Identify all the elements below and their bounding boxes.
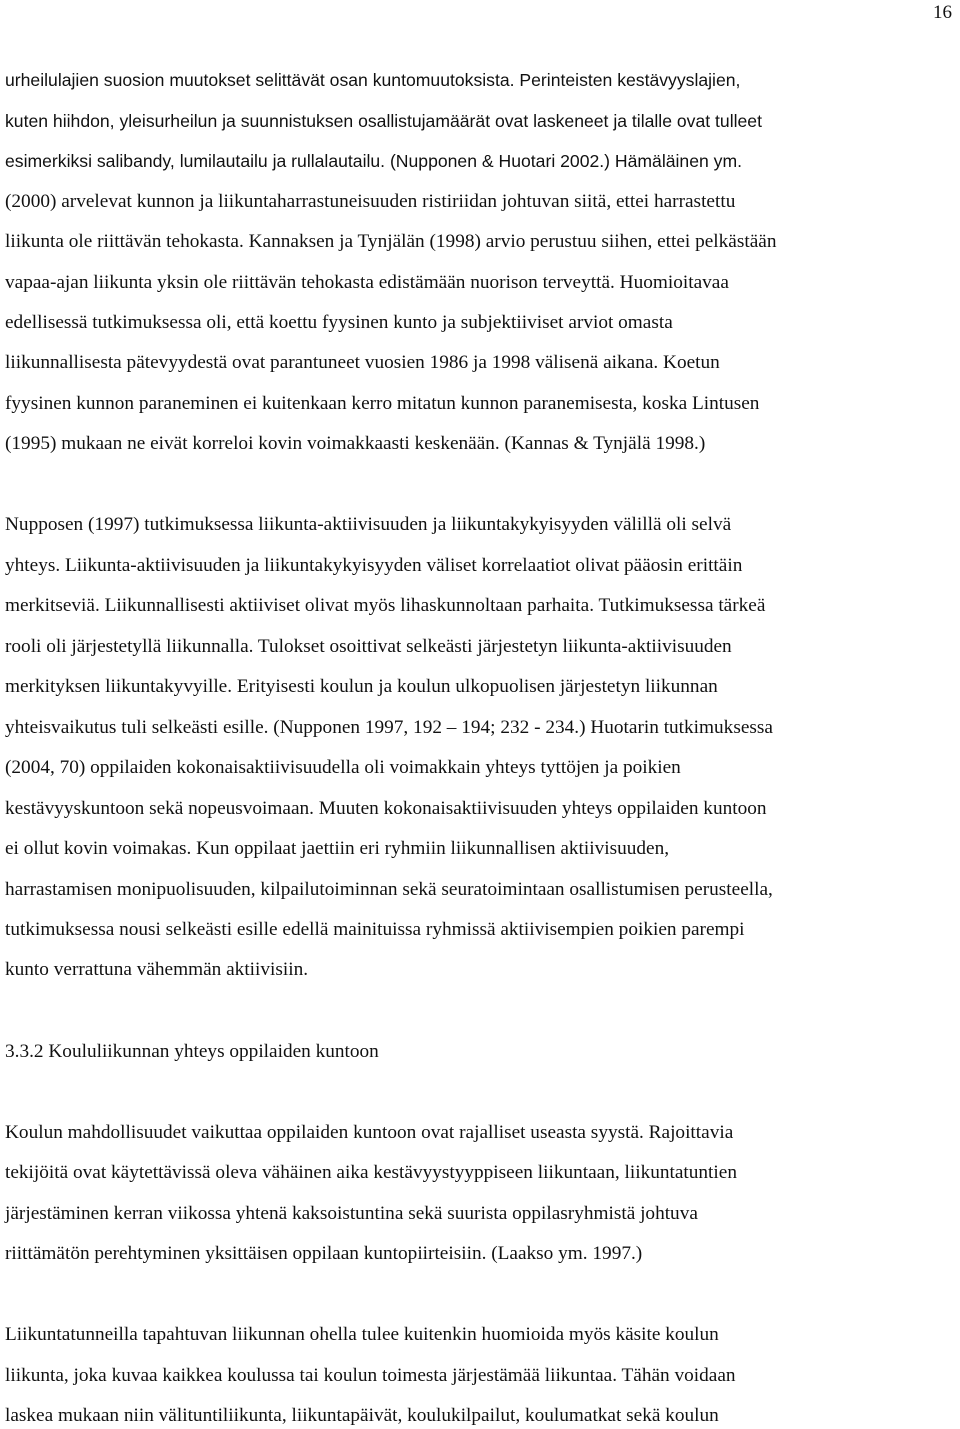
- paragraph-line: yhteisvaikutus tuli selkeästi esille. (Nupponen 1997, 192 – 194; 232 - 234.) Huotarin tutkimuksessa: [5, 717, 773, 738]
- paragraph-line: riittämätön perehtyminen yksittäisen oppilaan kuntopiirteisiin. (Laakso ym. 1997.): [5, 1243, 643, 1264]
- paragraph-line: urheilulajien suosion muutokset selittävät osan kuntomuutoksista. Perinteisten kestävyyslajien,: [5, 70, 741, 90]
- paragraph-line: merkitseviä. Liikunnallisesti aktiiviset olivat myös lihaskunnoltaan parhaita. Tutkimuksessa tärkeä: [5, 595, 766, 616]
- paragraph-line: liikunta ole riittävän tehokasta. Kannaksen ja Tynjälän (1998) arvio perustuu siihen, ettei pelkästään: [5, 231, 777, 252]
- paragraph-line: (1995) mukaan ne eivät korreloi kovin voimakkaasti keskenään. (Kannas & Tynjälä 1998.): [5, 433, 706, 454]
- paragraph-line: Nupposen (1997) tutkimuksessa liikunta-aktiivisuuden ja liikuntakykyisyyden välillä oli selvä: [5, 514, 732, 535]
- paragraph-line: (2000) arvelevat kunnon ja liikuntaharrastuneisuuden ristiriidan johtuvan siitä, ettei harrastettu: [5, 191, 736, 212]
- paragraph-line: liikunta, joka kuvaa kaikkea koulussa tai koulun toimesta järjestämää liikuntaa. Tähän voidaan: [5, 1365, 736, 1386]
- paragraph-line: järjestäminen kerran viikossa yhtenä kaksoistuntina sekä suurista oppilasryhmistä johtuva: [5, 1203, 698, 1224]
- paragraph-line: (2004, 70) oppilaiden kokonaisaktiivisuudella oli voimakkain yhteys tyttöjen ja poikien: [5, 757, 681, 778]
- paragraph-line: kuten hiihdon, yleisurheilun ja suunnistuksen osallistujamäärät ovat laskeneet ja tilalle ovat tulleet: [5, 111, 762, 131]
- paragraph-line: tutkimuksessa nousi selkeästi esille edellä mainituissa ryhmissä aktiivisempien poikien parempi: [5, 919, 745, 940]
- page-number: 16: [933, 2, 952, 23]
- paragraph-line: yhteys. Liikunta-aktiivisuuden ja liikuntakykyisyyden väliset korrelaatiot olivat pääosin erittäin: [5, 555, 743, 576]
- paragraph-line: Liikuntatunneilla tapahtuvan liikunnan ohella tulee kuitenkin huomioida myös käsite koulun: [5, 1324, 719, 1345]
- paragraph-line: rooli oli järjestetyllä liikunnalla. Tulokset osoittivat selkeästi järjestetyn liikunta-aktiivisuuden: [5, 636, 732, 657]
- paragraph-line: merkityksen liikuntakyvyille. Erityisesti koulun ja koulun ulkopuolisen järjestetyn liikunnan: [5, 676, 718, 697]
- paragraph-line: liikunnallisesta pätevyydestä ovat parantuneet vuosien 1986 ja 1998 välisenä aikana. Koetun: [5, 352, 720, 373]
- paragraph-line: ei ollut kovin voimakas. Kun oppilaat jaettiin eri ryhmiin liikunnallisen aktiivisuuden,: [5, 838, 670, 859]
- paragraph-line: esimerkiksi salibandy, lumilautailu ja rullalautailu. (Nupponen & Huotari 2002.) Hämäläinen ym.: [5, 151, 743, 171]
- paragraph-line: vapaa-ajan liikunta yksin ole riittävän tehokasta edistämään nuorison terveyttä. Huomioitavaa: [5, 272, 729, 293]
- paragraph-line: kunto verrattuna vähemmän aktiivisiin.: [5, 959, 309, 980]
- paragraph-line: laskea mukaan niin välituntiliikunta, liikuntapäivät, koulukilpailut, koulumatkat sekä koulun: [5, 1405, 719, 1426]
- section-heading: 3.3.2 Koululiikunnan yhteys oppilaiden kuntoon: [5, 1041, 379, 1062]
- paragraph-line: fyysinen kunnon paraneminen ei kuitenkaan kerro mitatun kunnon paranemisesta, koska Lintusen: [5, 393, 760, 414]
- paragraph-line: edellisessä tutkimuksessa oli, että koettu fyysinen kunto ja subjektiiviset arviot omasta: [5, 312, 673, 333]
- paragraph-line: harrastamisen monipuolisuuden, kilpailutoiminnan sekä seuratoimintaan osallistumisen perusteella,: [5, 879, 773, 900]
- paragraph-line: kestävyyskuntoon sekä nopeusvoimaan. Muuten kokonaisaktiivisuuden yhteys oppilaiden kuntoon: [5, 798, 767, 819]
- paragraph-line: tekijöitä ovat käytettävissä oleva vähäinen aika kestävyystyyppiseen liikuntaan, liikuntatuntien: [5, 1162, 737, 1183]
- paragraph-line: Koulun mahdollisuudet vaikuttaa oppilaiden kuntoon ovat rajalliset useasta syystä. Rajoittavia: [5, 1122, 734, 1143]
